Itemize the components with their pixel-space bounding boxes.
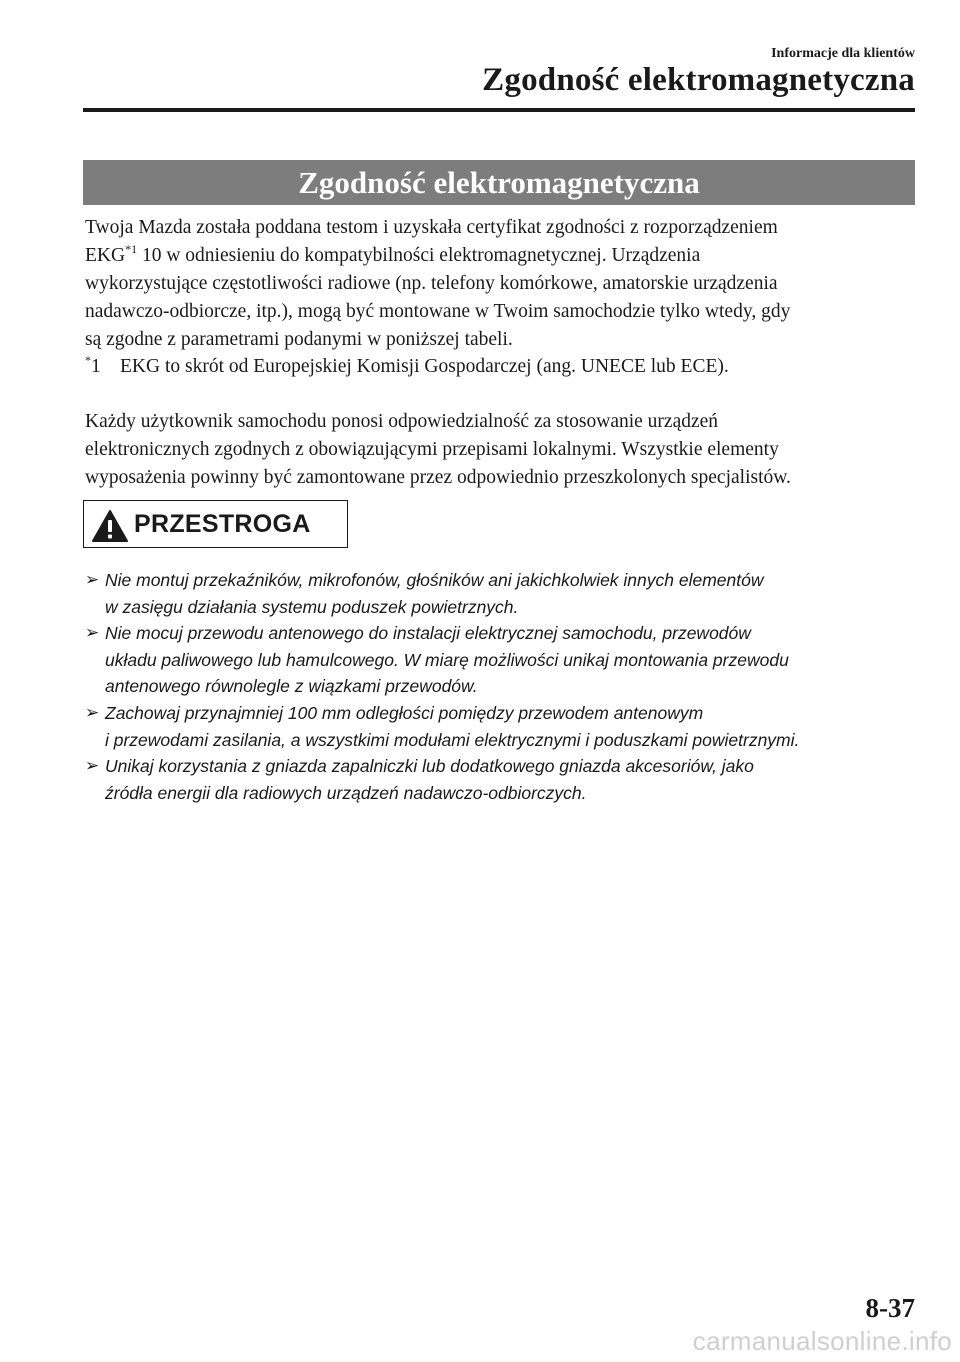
bullet-line: źródła energii dla radiowych urządzeń nadawczo-odbiorczych. <box>105 782 587 803</box>
section-heading: Zgodność elektromagnetyczna <box>83 160 915 205</box>
page-number: 8-37 <box>865 1293 915 1323</box>
bullet-line: i przewodami zasilania, a wszystkimi modułami elektrycznymi i poduszkami powietrznymi. <box>105 729 800 750</box>
responsibility-line: elektronicznych zgodnych z obowiązującymi przepisami lokalnymi. Wszystkie elementy <box>85 439 779 460</box>
bullet-line: układu paliwowego lub hamulcowego. W miarę możliwości unikaj montowania przewodu <box>105 649 789 670</box>
warning-triangle-icon <box>91 509 129 543</box>
bullet-line: Unikaj korzystania z gniazda zapalniczki lub dodatkowego gniazda akcesoriów, jako <box>105 756 754 777</box>
intro-line-rest: 10 w odniesieniu do kompatybilności elektromagnetycznej. Urządzenia <box>137 245 701 266</box>
bullet-line: Nie montuj przekaźników, mikrofonów, głośników ani jakichkolwiek innych elementów <box>105 570 764 590</box>
caution-box <box>83 500 348 548</box>
header-title: Zgodność elektromagnetyczna <box>482 62 915 98</box>
responsibility-line: Każdy użytkownik samochodu ponosi odpowiedzialność za stosowanie urządzeń <box>85 411 719 432</box>
intro-line <box>85 242 915 270</box>
footnote-asterisk: * <box>85 353 91 367</box>
intro-line: nadawczo-odbiorcze, itp.), mogą być montowane w Twoim samochodzie tylko wtedy, gdy <box>85 301 791 322</box>
intro-line: Twoja Mazda została poddana testom i uzyskała certyfikat zgodności z rozporządzeniem <box>85 217 778 238</box>
bullet-arrow-icon: ➢ <box>85 702 100 722</box>
footnote-number: 1 <box>91 356 101 377</box>
bullet-arrow-icon: ➢ <box>85 570 100 589</box>
caution-label: PRZESTROGA <box>134 510 311 538</box>
intro-line: są zgodne z parametrami podanymi w poniższej tabeli. <box>85 329 513 350</box>
footnote-reference: *1 <box>125 242 138 256</box>
header-section-label: Informacje dla klientów <box>771 46 915 61</box>
caution-bullet-item <box>85 620 920 700</box>
watermark: carmanualsonline.info <box>692 1326 952 1356</box>
responsibility-paragraph <box>85 408 915 492</box>
responsibility-line: wyposażenia powinny być zamontowane przez odpowiednio przeszkolonych specjalistów. <box>85 467 791 488</box>
bullet-arrow-icon: ➢ <box>85 756 100 776</box>
bullet-line: w zasięgu działania systemu poduszek powietrznych. <box>105 596 519 617</box>
bullet-line: Nie mocuj przewodu antenowego do instalacji elektrycznej samochodu, przewodów <box>105 623 751 644</box>
bullet-line: Zachowaj przynajmniej 100 mm odległości pomiędzy przewodem antenowym <box>105 702 704 723</box>
caution-bullet-list <box>85 567 920 806</box>
footnote-text: EKG to skrót od Europejskiej Komisji Gospodarczej (ang. UNECE lub ECE). <box>120 356 729 377</box>
bullet-arrow-icon: ➢ <box>85 623 100 643</box>
caution-bullet-item <box>85 700 920 753</box>
ekg-term: EKG <box>85 245 126 266</box>
intro-paragraph <box>85 214 915 354</box>
intro-line: wykorzystujące częstotliwości radiowe (np. telefony komórkowe, amatorskie urządzenia <box>85 273 778 294</box>
header-divider <box>83 108 915 112</box>
caution-bullet-item <box>85 753 920 806</box>
footnote-marker <box>85 353 120 381</box>
caution-bullet-item <box>85 567 920 620</box>
footnote <box>85 353 729 381</box>
bullet-line: antenowego równolegle z wiązkami przewodów. <box>105 676 478 697</box>
